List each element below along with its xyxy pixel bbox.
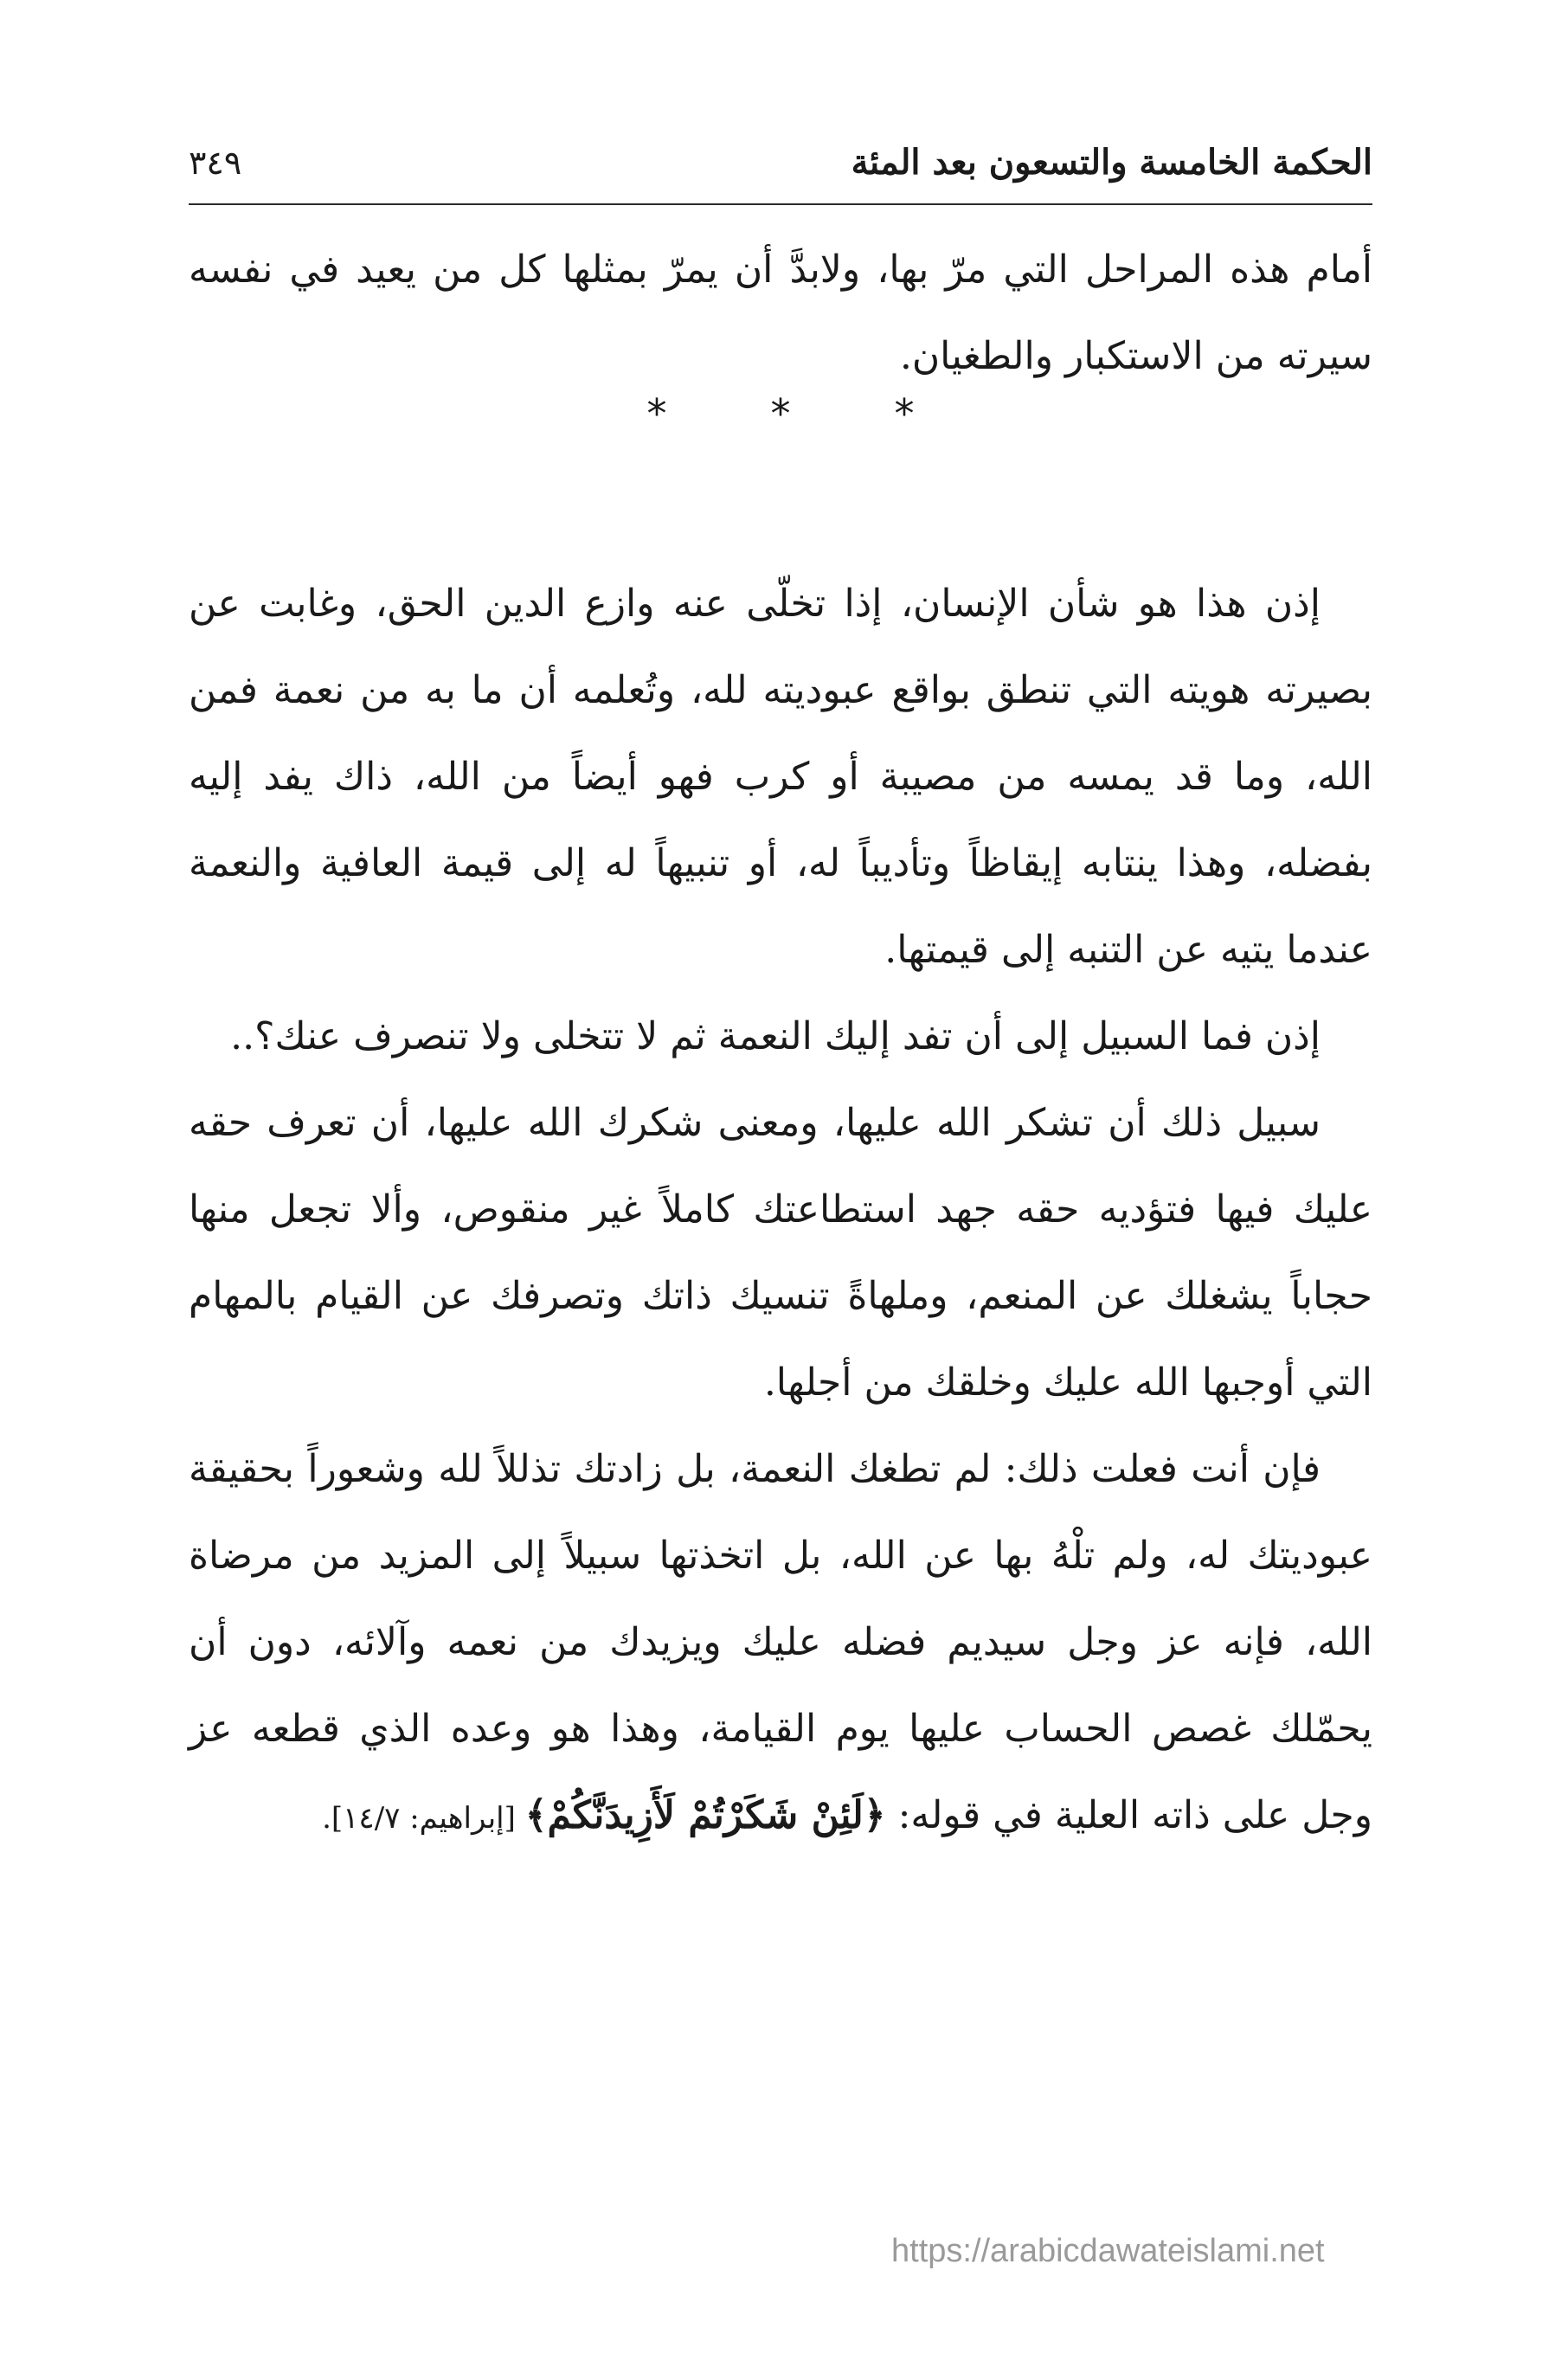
source-watermark: https://arabicdawateislami.net [891,2233,1325,2269]
verse-citation: [إبراهيم: ١٤/٧]. [322,1801,525,1836]
paragraph-5-text: فإن أنت فعلت ذلك: لم تطغك النعمة، بل زادتك تذللاً لله وشعوراً بحقيقة عبوديتك له، ولم تلْهُ بها عن الله، بل اتخذتها سبيلاً إلى المزيد من مرضاة الله، فإنه عز وجل سيديم فضله عليك ويزيدك من نعمه وآلائه، دون أن يحمّلك غصص الحساب عليها يوم القيامة، وهذا هو وعده الذي قطعه عز وجل على ذاته العلية في قوله: [189,1447,1372,1837]
page-header [189,137,1372,197]
paragraph-1: أمام هذه المراحل التي مرّ بها، ولابدَّ أن يمرّ بمثلها كل من يعيد في نفسه سيرته من الاستكبار والطغيان. [189,248,1372,378]
paragraph-3: إذن فما السبيل إلى أن تفد إليك النعمة ثم لا تتخلى ولا تنصرف عنك؟.. [230,1014,1321,1058]
header-divider [189,203,1372,205]
page-number: ٣٤٩ [189,144,242,182]
paragraph-4: سبيل ذلك أن تشكر الله عليها، ومعنى شكرك الله عليها، أن تعرف حقه عليك فيها فتؤديه حقه جهد استطاعتك كاملاً غير منقوص، وألا تجعل منها حجاباً يشغلك عن المنعم، وملهاةً تنسيك ذاتك وتصرفك عن القيام بالمهام التي أوجبها الله عليك وخلقك من أجلها. [189,1101,1372,1405]
asterisk-icon: * [894,390,915,437]
quran-verse: ﴿لَئِنْ شَكَرْتُمْ لَأَزِيدَنَّكُمْ﴾ [524,1793,886,1837]
paragraph-5 [189,1426,1372,1862]
running-title: الحكمة الخامسة والتسعون بعد المئة [851,142,1372,183]
page-body [189,227,1372,1862]
paragraph-2: إذن هذا هو شأن الإنسان، إذا تخلّى عنه وازع الدين الحق، وغابت عن بصيرته هويته التي تنطق بواقع عبوديته لله، وتُعلمه أن ما به من نعمة فمن الله، وما قد يمسه من مصيبة أو كرب فهو أيضاً من الله، ذاك يفد إليه بفضله، وهذا ينتابه إيقاظاً وتأديباً له، أو تنبيهاً له إلى قيمة العافية والنعمة عندما يتيه عن التنبه إلى قيمتها. [189,582,1372,972]
section-separator [189,388,1372,509]
asterisk-icon: * [646,390,667,437]
asterisk-icon: * [770,390,791,437]
